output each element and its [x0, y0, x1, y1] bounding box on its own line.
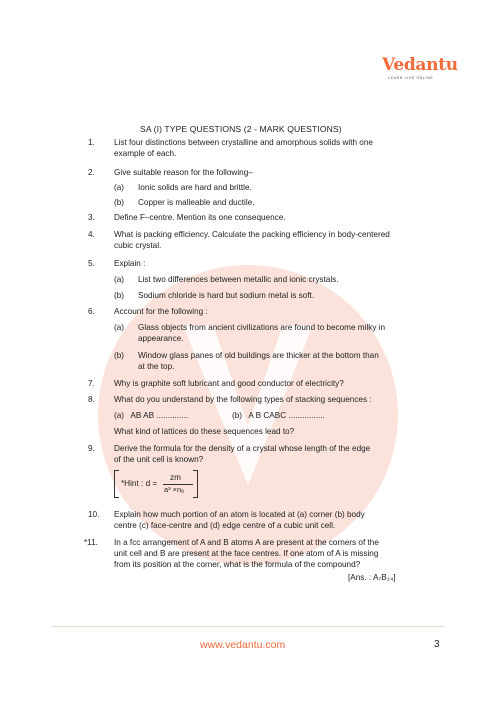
bracket-left — [114, 470, 119, 498]
bracket-right — [193, 470, 198, 498]
sub-label: (a) — [114, 183, 125, 192]
question-text: Explain how much portion of an atom is located at (a) corner (b) body — [114, 510, 365, 519]
sub-question-text: List two differences between metallic and ionic crystals. — [138, 275, 339, 284]
question-text: What is packing efficiency. Calculate the packing efficiency in body-centered — [114, 230, 390, 239]
sub-label: (b) — [114, 198, 125, 207]
sub-question-text: Copper is malleable and ductile. — [138, 198, 255, 207]
question-text: cubic crystal. — [114, 241, 162, 250]
question-text: List four distinctions between crystalline and amorphous solids with one — [114, 138, 373, 147]
hint-formula — [114, 470, 198, 498]
question-number: 8. — [88, 395, 95, 404]
question-number: *11. — [84, 538, 98, 547]
sub-label: (b) — [114, 351, 125, 360]
footer-divider — [52, 626, 444, 627]
question-number: 1. — [88, 138, 95, 147]
sub-question-text: appearance. — [138, 334, 184, 343]
question-text: centre (c) face-centre and (d) edge centre of a cubic unit cell. — [114, 521, 336, 530]
stacking-option: (b) A B CABC ................ — [232, 411, 325, 420]
sub-question-text: at the top. — [138, 362, 175, 371]
question-number: 9. — [88, 444, 95, 453]
sub-question-text: Sodium chloride is hard but sodium metal is soft. — [138, 291, 315, 300]
question-text: example of each. — [114, 149, 177, 158]
question-number: 10. — [88, 510, 100, 519]
question-number: 3. — [88, 213, 95, 222]
question-text: Derive the formula for the density of a crystal whose length of the edge — [114, 444, 371, 453]
answer-text: [Ans. : A₇B₂₄] — [348, 573, 396, 582]
formula-denominator: a³ ×nₐ — [164, 485, 184, 494]
sub-question-text: Glass objects from ancient civilizations are found to become milky in — [138, 323, 386, 332]
question-text: Account for the following : — [114, 307, 208, 316]
question-number: 4. — [88, 230, 95, 239]
brand-name: Vedantu — [382, 55, 458, 75]
question-number: 7. — [88, 379, 95, 388]
sub-label: (a) — [114, 275, 125, 284]
question-text: Give suitable reason for the following– — [114, 168, 253, 177]
formula-numerator: zm — [170, 473, 181, 482]
question-text: What do you understand by the following types of stacking sequences : — [114, 395, 372, 404]
question-text: unit cell and B are present at the face centres. If one atom of A is missing — [114, 549, 379, 558]
question-number: 6. — [88, 307, 95, 316]
section-heading: SA (I) TYPE QUESTIONS (2 - MARK QUESTIONS) — [140, 124, 342, 134]
question-text: Define F–centre. Mention its one consequence. — [114, 213, 286, 222]
question-number: 2. — [88, 168, 95, 177]
question-number: 5. — [88, 259, 95, 268]
question-text: Why is graphite soft lubricant and good conductor of electricity? — [114, 379, 344, 388]
page-number: 3 — [434, 639, 440, 650]
question-text: from its position at the corner, what is the formula of the compound? — [114, 560, 361, 569]
question-text: What kind of lattices do these sequences lead to? — [114, 427, 295, 436]
footer-url[interactable]: www.vedantu.com — [200, 639, 286, 651]
sub-question-text: Window glass panes of old buildings are thicker at the bottom than — [138, 351, 379, 360]
brand-tagline: LEARN LIVE ONLINE — [388, 76, 434, 80]
brand-logo — [376, 55, 458, 83]
question-text: of the unit cell is known? — [114, 455, 204, 464]
sub-label: (a) — [114, 323, 125, 332]
question-text: In a fcc arrangement of A and B atoms A are present at the corners of the — [114, 538, 379, 547]
sub-question-text: Ionic solids are hard and brittle. — [138, 183, 252, 192]
sub-label: (b) — [114, 291, 125, 300]
hint-label: *Hint : d = — [121, 479, 158, 488]
question-text: Explain : — [114, 259, 146, 268]
stacking-option: (a) AB AB .............. — [114, 411, 189, 420]
